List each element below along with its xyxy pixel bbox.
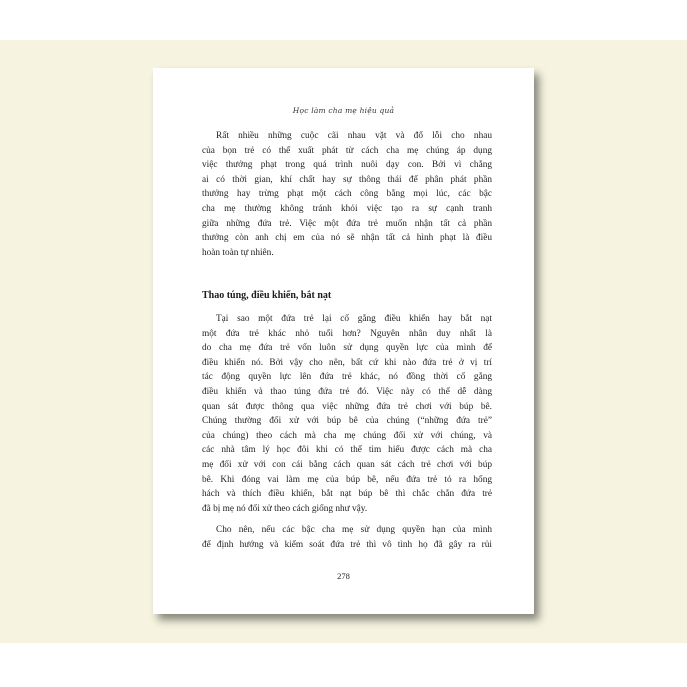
text-line: ai có thời gian, khí chất hay sự thông thái để phân phát phần	[202, 174, 492, 185]
text-line: cha mẹ thường không tránh khỏi việc tạo ra sự cạnh tranh	[202, 203, 492, 214]
text-line: việc thưởng phạt trong quá trình nuôi dạy con. Bởi vì chẳng	[202, 160, 492, 171]
text-line: điều khiển nó. Bởi vậy cho nên, bất cứ khi nào đứa trẻ ở vị trí	[202, 357, 492, 368]
text-line: của chúng) theo cách mà cha mẹ chúng đối xử với chúng, và	[202, 430, 492, 441]
text-line: Cho nên, nếu các bậc cha mẹ sử dụng quyền hạn của mình	[216, 525, 492, 535]
paragraph-3	[202, 523, 492, 552]
text-line: đã bị mẹ nó đối xử theo cách giống như vậy.	[202, 503, 368, 514]
text-line: tác động quyền lực lên đứa trẻ khác, nó đồng thời cố gắng	[202, 372, 492, 383]
text-line: bê. Khi đóng vai làm mẹ của búp bê, nếu đứa trẻ tỏ ra hống	[202, 474, 492, 485]
paragraph-2	[202, 312, 492, 516]
running-head: Học làm cha mẹ hiệu quả	[292, 106, 395, 115]
section-heading: Thao túng, điều khiển, bắt nạt	[202, 290, 332, 301]
text-line: mẹ đối xử với con cái bằng cách quan sát cách trẻ chơi với búp	[202, 459, 492, 470]
text-line: hách và thích điều khiển, bắt nạt búp bê thì chắc chắn đứa trẻ	[202, 489, 492, 500]
book-page	[153, 68, 534, 614]
text-line: hoàn toàn tự nhiên.	[202, 247, 274, 258]
text-line: giữa những đứa trẻ. Việc một đứa trẻ muốn nhận tất cả phần	[202, 218, 492, 229]
page-number: 278	[337, 571, 350, 581]
text-line: để định hướng và kiểm soát đứa trẻ thì vô tình họ đã gây ra rủi	[202, 539, 492, 550]
text-line: các nhà tâm lý học đôi khi có thể tìm hiểu được cách mà cha	[202, 445, 492, 456]
paragraph-1	[202, 129, 492, 260]
text-line: Rất nhiều những cuộc cãi nhau vặt và đổ lỗi cho nhau	[216, 131, 492, 141]
text-line: của bọn trẻ có thể xuất phát từ cách cha mẹ chúng áp dụng	[202, 145, 492, 156]
text-line: một đứa trẻ khác nhỏ tuổi hơn? Nguyên nhân duy nhất là	[202, 328, 492, 339]
text-line: Chúng thường đối xử với búp bê của chúng (“những đứa trẻ”	[202, 416, 492, 427]
text-line: thưởng còn anh chị em của nó sẽ nhận tất cả hình phạt là điều	[202, 233, 492, 244]
text-line: thưởng hay trừng phạt một cách công bằng mọi lúc, các bậc	[202, 189, 492, 200]
text-line: điều khiển và thao túng đứa trẻ đó. Việc này có thể dễ dàng	[202, 386, 492, 397]
text-line: quan sát được thông qua việc những đứa trẻ chơi với búp bê.	[202, 401, 492, 412]
text-line: Tại sao một đứa trẻ lại cố gắng điều khiển hay bắt nạt	[216, 314, 492, 324]
text-line: do cha mẹ đứa trẻ vốn luôn sử dụng quyền lực của mình để	[202, 343, 492, 354]
